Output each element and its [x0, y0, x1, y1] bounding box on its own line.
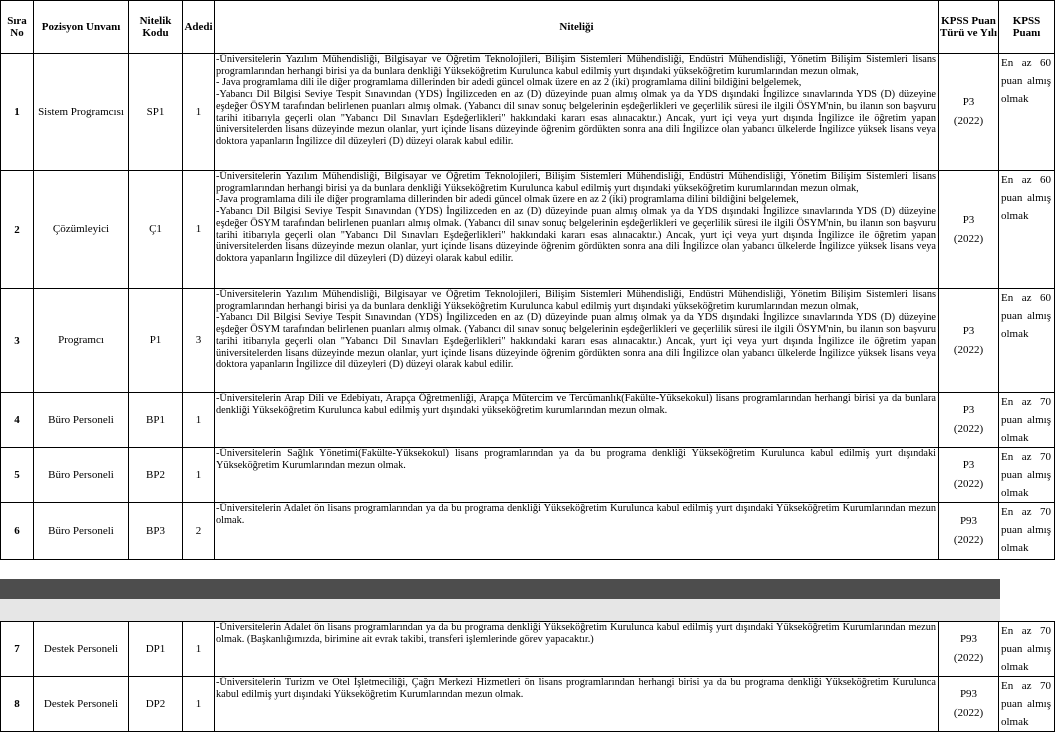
kpss-min-score: En az 70 puan almış olmak	[999, 448, 1055, 503]
position-count: 1	[183, 677, 215, 732]
kpss-year: (2022)	[953, 115, 984, 127]
kpss-min-score: En az 70 puan almış olmak	[999, 622, 1055, 677]
position-count: 1	[183, 54, 215, 171]
kpss-type-year	[939, 54, 999, 171]
row-number: 5	[1, 448, 34, 503]
qualification-code: BP2	[129, 448, 183, 503]
kpss-min-score: En az 70 puan almış olmak	[999, 677, 1055, 732]
qualification-code: DP2	[129, 677, 183, 732]
position-title: Programcı	[34, 289, 129, 393]
header-niteligi: Niteliği	[215, 1, 939, 54]
position-title: Büro Personeli	[34, 393, 129, 448]
position-title: Destek Personeli	[34, 622, 129, 677]
position-count: 1	[183, 448, 215, 503]
row-number: 1	[1, 54, 34, 171]
kpss-type-year	[939, 448, 999, 503]
header-adedi: Adedi	[183, 1, 215, 54]
table-row	[1, 393, 1055, 448]
position-title: Büro Personeli	[34, 448, 129, 503]
kpss-type-year	[939, 289, 999, 393]
qualification-text	[215, 289, 939, 393]
qualification-item: -Yabancı Dil Bilgisi Seviye Tespit Sınavından (YDS) İngilizceden en az (D) düzeyinde puan almış olmak ya da YDS dışındaki İngilizce sınavlarında YDS (D) düzeyine eşdeğer ÖSYM tarafından belirlenen puanları almış olmak. (Yabancı dil sınav sonuç belgelerinin eşdeğerlikleri ve geçerlilik süresi ile ilgili ÖSYM'nin, bu ilanın son başvuru tarihi itibarıyla geçerli olan "Yabancı Dil Sınavları Eşdeğerlikleri" hakkındaki kararı esas alınacaktır.) Ancak, yurt içi veya yurt dışında İngilizce ile öğretim yapan üniversitelerden lisans düzeyinde mezun olanlar, yurt içinde lisans düzeyinde öğrenim gördükten sonra ana dili İngilizce olan yabancı ülkelerde İngilizce yüksek lisans veya doktora yapanların İngilizce dil düzeyleri (D) düzeyi olarak kabul edilir.	[216, 89, 936, 147]
qualification-item: -Üniversitelerin Yazılım Mühendisliği, Bilgisayar ve Öğretim Teknolojileri, Bilişim Sistemleri Mühendisliği, Endüstri Mühendisliği, Yönetim Bilişim Sistemleri lisans programlarından herhangi birisi ya da bunlara denkliği Yükseköğretim Kurulunca kabul edilmiş yurt dışındaki yükseköğretim kurumlarından mezun olmak,	[216, 289, 936, 312]
qualification-text	[215, 503, 939, 560]
header-kpss-turu: KPSS Puan Türü ve Yılı	[939, 1, 999, 54]
kpss-min-score: En az 60 puan almış olmak	[999, 54, 1055, 171]
position-count: 3	[183, 289, 215, 393]
table-row	[1, 54, 1055, 171]
qualification-text	[215, 54, 939, 171]
qualification-item: -Üniversitelerin Adalet ön lisans programlarından ya da bu programa denkliği Yükseköğretim Kurulunca kabul edilmiş yurt dışındaki Yükseköğretim Kurumlarından mezun olmak.	[216, 503, 936, 526]
position-count: 1	[183, 622, 215, 677]
kpss-type-year	[939, 393, 999, 448]
qualification-item: -Üniversitelerin Yazılım Mühendisliği, Bilgisayar ve Öğretim Teknolojileri, Bilişim Sistemleri Mühendisliği, Endüstri Mühendisliği, Yönetim Bilişim Sistemleri lisans programlarından herhangi birisi ya da bunlara denkliği Yükseköğretim Kurulunca kabul edilmiş yurt dışındaki yükseköğretim kurumlarından mezun olmak,	[216, 171, 936, 194]
qualification-code: BP1	[129, 393, 183, 448]
qualification-text	[215, 171, 939, 289]
kpss-min-score: En az 70 puan almış olmak	[999, 393, 1055, 448]
header-sira-no: Sıra No	[1, 1, 34, 54]
kpss-year: (2022)	[953, 232, 984, 245]
kpss-type-year	[939, 677, 999, 732]
kpss-year: (2022)	[953, 478, 984, 490]
qualification-code: Ç1	[129, 171, 183, 289]
kpss-year: (2022)	[953, 707, 984, 719]
qualification-code: BP3	[129, 503, 183, 560]
qualification-item: -Java programlama dili ile diğer programlama dillerinden bir adedi güncel olmak üzere en az 2 (iki) programlama dilini bildiğini belgelemek,	[216, 194, 799, 206]
row-number: 7	[1, 622, 34, 677]
kpss-type: P3	[962, 459, 975, 471]
header-kpss-puani: KPSS Puanı	[999, 1, 1055, 54]
kpss-type: P3	[962, 324, 975, 337]
table-row	[1, 622, 1055, 677]
qualification-item: -Üniversitelerin Turizm ve Otel İşletmeciliği, Çağrı Merkezi Hizmetleri ön lisans programlarından herhangi birisi ya da bu programa denkliği Yükseköğretim Kurulunca kabul edilmiş yurt dışındaki Yükseköğretim Kurumlarından mezun olmak.	[216, 677, 936, 700]
position-title: Destek Personeli	[34, 677, 129, 732]
page-break-gap	[0, 599, 1000, 621]
table-row	[1, 448, 1055, 503]
position-title: Çözümleyici	[34, 171, 129, 289]
table-row	[1, 171, 1055, 289]
kpss-year: (2022)	[953, 534, 984, 546]
table-row	[1, 289, 1055, 393]
row-number: 4	[1, 393, 34, 448]
kpss-type-year	[939, 622, 999, 677]
row-number: 8	[1, 677, 34, 732]
qualification-item: -Üniversitelerin Yazılım Mühendisliği, Bilgisayar ve Öğretim Teknolojileri, Bilişim Sistemleri Mühendisliği, Endüstri Mühendisliği, Yönetim Bilişim Sistemleri lisans programlarından herhangi birisi ya da bunlara denkliği Yükseköğretim Kurulunca kabul edilmiş yurt dışındaki yükseköğretim kurumlarından mezun olmak,	[216, 54, 936, 77]
kpss-min-score: En az 60 puan almış olmak	[999, 289, 1055, 393]
row-number: 3	[1, 289, 34, 393]
qualification-code: SP1	[129, 54, 183, 171]
kpss-type: P3	[962, 213, 975, 226]
qualification-code: P1	[129, 289, 183, 393]
kpss-type: P3	[962, 404, 975, 416]
kpss-type: P93	[959, 515, 978, 527]
table-body	[1, 54, 1055, 560]
position-title: Büro Personeli	[34, 503, 129, 560]
qualification-text	[215, 677, 939, 732]
qualification-item: -Üniversitelerin Adalet ön lisans programlarından ya da bu programa denkliği Yükseköğretim Kurulunca kabul edilmiş yurt dışındaki Yükseköğretim Kurumlarından mezun olmak. (Başkanlığımızda, birimine ait evrak takibi, transferi işlemlerinde görev yapacaktır.)	[216, 622, 936, 645]
kpss-year: (2022)	[953, 343, 984, 356]
qualification-item: -Yabancı Dil Bilgisi Seviye Tespit Sınavından (YDS) İngilizceden en az (D) düzeyinde puan almış olmak ya da YDS dışındaki İngilizce sınavlarında YDS (D) düzeyine eşdeğer ÖSYM tarafından belirlenen puanları almış olmak. (Yabancı dil sınav sonuç belgelerinin eşdeğerlikleri ve geçerlilik süresi ile ilgili ÖSYM'nin, bu ilanın son başvuru tarihi itibarıyla geçerli olan "Yabancı Dil Sınavları Eşdeğerlikleri" hakkındaki kararı esas alınacaktır.) Ancak, yurt içi veya yurt dışında İngilizce ile öğretim yapan üniversitelerden lisans düzeyinde mezun olanlar, yurt içinde lisans düzeyinde öğrenim gördükten sonra ana dili İngilizce olan yabancı ülkelerde İngilizce yüksek lisans veya doktora yapanların İngilizce dil düzeyleri (D) düzeyi olarak kabul edilir.	[216, 206, 936, 264]
qualification-code: DP1	[129, 622, 183, 677]
qualification-item: -Üniversitelerin Arap Dili ve Edebiyatı, Arapça Öğretmenliği, Arapça Mütercim ve Tercümanlık(Fakülte-Yüksekokul) lisans programlarından herhangi birisi ya da bunlara denkliği Yükseköğretim Kurulunca kabul edilmiş yurt dışındaki yükseköğretim kurumlarından mezun olmak.	[216, 393, 936, 416]
page-break-bar	[0, 579, 1000, 599]
qualification-item: -Üniversitelerin Sağlık Yönetimi(Fakülte-Yüksekokul) lisans programlarından ya da bu programa denkliği Yükseköğretim Kurulunca kabul edilmiş yurt dışındaki Yükseköğretim Kurumlarından mezun olmak.	[216, 448, 936, 471]
kpss-type: P3	[962, 96, 975, 108]
row-number: 2	[1, 171, 34, 289]
kpss-min-score: En az 70 puan almış olmak	[999, 503, 1055, 560]
header-row	[1, 1, 1055, 54]
kpss-type: P93	[959, 633, 978, 645]
qualification-item: - Java programlama dili ile diğer programlama dillerinden bir adedi güncel olmak üzere en az 2 (iki) programlama dilini bildiğini belgelemek,	[216, 77, 802, 89]
position-count: 1	[183, 171, 215, 289]
kpss-min-score: En az 60 puan almış olmak	[999, 171, 1055, 289]
kpss-type-year	[939, 503, 999, 560]
position-count: 2	[183, 503, 215, 560]
kpss-year: (2022)	[953, 423, 984, 435]
table-row	[1, 677, 1055, 732]
kpss-type-year	[939, 171, 999, 289]
kpss-type: P93	[959, 688, 978, 700]
table-row	[1, 503, 1055, 560]
position-count: 1	[183, 393, 215, 448]
table-body-continued	[1, 622, 1055, 732]
kpss-year: (2022)	[953, 652, 984, 664]
qualification-text	[215, 448, 939, 503]
header-pozisyon: Pozisyon Unvanı	[34, 1, 129, 54]
qualification-text	[215, 622, 939, 677]
row-number: 6	[1, 503, 34, 560]
qualification-text	[215, 393, 939, 448]
header-nitelik-kodu: Nitelik Kodu	[129, 1, 183, 54]
positions-table-continued	[0, 621, 1055, 732]
position-title: Sistem Programcısı	[34, 54, 129, 171]
qualification-item: -Yabancı Dil Bilgisi Seviye Tespit Sınavından (YDS) İngilizceden en az (D) düzeyinde puan almış olmak ya da YDS dışındaki İngilizce sınavlarında YDS (D) düzeyine eşdeğer ÖSYM tarafından belirlenen puanları almış olmak. (Yabancı dil sınav sonuç belgelerinin eşdeğerlikleri ve geçerlilik süresi ile ilgili ÖSYM'nin, bu ilanın son başvuru tarihi itibarıyla geçerli olan "Yabancı Dil Sınavları Eşdeğerlikleri" hakkındaki kararı esas alınacaktır.) Ancak, yurt içi veya yurt dışında İngilizce ile öğretim yapan üniversitelerden lisans düzeyinde mezun olanlar, yurt içinde lisans düzeyinde öğrenim gördükten sonra ana dili İngilizce olan yabancı ülkelerde İngilizce yüksek lisans veya doktora yapanların İngilizce dil düzeyleri (D) düzeyi olarak kabul edilir.	[216, 312, 936, 371]
